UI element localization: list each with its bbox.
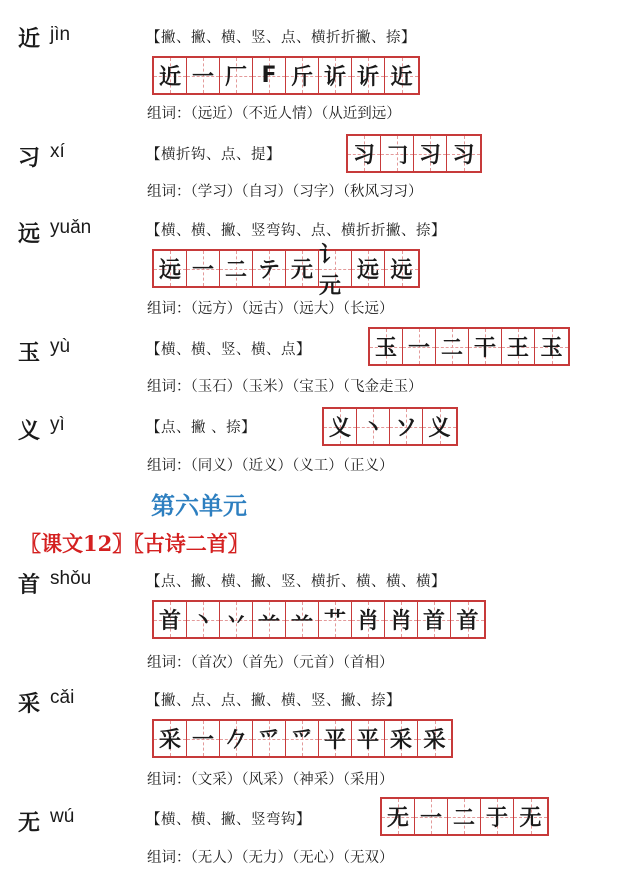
stroke-cell — [319, 602, 352, 637]
stroke-cell-glyph: 于 — [485, 806, 508, 831]
pinyin-jin: jìn — [50, 24, 71, 45]
stroke-cell-glyph: ソ — [394, 416, 417, 441]
stroke-cell — [381, 136, 414, 171]
stroke-cell — [324, 409, 357, 444]
stroke-cell — [352, 602, 385, 637]
stroke-cell-glyph: 玉 — [540, 336, 563, 361]
stroke-grid-wu — [380, 797, 549, 836]
stroke-cell-glyph: 二 — [452, 806, 475, 831]
stroke-grid-jin — [152, 56, 420, 95]
stroke-cell — [447, 136, 480, 171]
stroke-cell — [154, 602, 187, 637]
stroke-cell — [403, 329, 436, 364]
stroke-cell-glyph: F — [261, 63, 277, 88]
stroke-cell-glyph: 一 — [191, 728, 214, 753]
stroke-cell-glyph: 远 — [158, 258, 181, 283]
stroke-grid-yu — [368, 327, 570, 366]
stroke-cell — [253, 602, 286, 637]
stroke-cell-glyph: 二 — [224, 258, 247, 283]
stroke-cell-glyph: 义 — [328, 416, 351, 441]
stroke-cell-glyph: 采 — [158, 728, 181, 753]
char-wu: 无 — [18, 810, 41, 836]
char-xi: 习 — [18, 145, 41, 171]
words-wu: 组词：（无人）（无力）（无心）（无双） — [147, 850, 394, 866]
strokes-jin: 【撇、撇、横、竖、点、横折折撇、捺】 — [146, 30, 416, 46]
stroke-cell-glyph: 丶 — [191, 609, 214, 634]
stroke-cell — [286, 721, 319, 756]
pinyin-xi: xí — [50, 141, 65, 162]
stroke-cell — [253, 58, 286, 93]
stroke-cell — [319, 58, 352, 93]
char-yuan: 远 — [18, 221, 41, 247]
pinyin-cai: cǎi — [50, 687, 75, 708]
stroke-grid-xi — [346, 134, 482, 173]
stroke-cell-glyph: 义 — [428, 416, 451, 441]
stroke-cell — [220, 602, 253, 637]
stroke-cell — [352, 58, 385, 93]
stroke-cell-glyph: 采 — [423, 728, 446, 753]
stroke-cell — [220, 251, 253, 286]
strokes-cai: 【撇、点、点、撇、横、竖、撇、捺】 — [146, 693, 401, 709]
stroke-cell-glyph: 采 — [389, 728, 412, 753]
stroke-cell-glyph: テ — [257, 258, 280, 283]
stroke-cell-glyph: 无 — [519, 806, 542, 831]
stroke-cell-glyph: 䜣 — [323, 65, 346, 90]
stroke-cell — [154, 58, 187, 93]
pinyin-yi: yì — [50, 414, 65, 435]
stroke-cell — [286, 58, 319, 93]
stroke-grid-cai — [152, 719, 453, 758]
stroke-cell-glyph: 爫 — [290, 728, 313, 753]
stroke-cell — [319, 242, 352, 299]
words-cai: 组词：（文采）（风采）（神采）（采用） — [147, 772, 394, 788]
stroke-cell — [385, 58, 418, 93]
stroke-cell-glyph: 𠃌 — [385, 143, 408, 168]
stroke-cell — [385, 721, 418, 756]
stroke-cell-glyph: 首 — [158, 609, 181, 634]
words-yuan: 组词：（远方）（远古）（远大）（长远） — [147, 301, 394, 317]
stroke-cell — [154, 721, 187, 756]
stroke-cell-glyph: 平 — [356, 728, 379, 753]
stroke-cell-glyph: 首 — [422, 609, 445, 634]
strokes-wu: 【横、横、撇、竖弯钩】 — [146, 812, 311, 828]
stroke-cell-glyph: 䜣 — [356, 65, 379, 90]
strokes-yi: 【点、撇 、捺】 — [146, 420, 257, 436]
stroke-cell — [385, 251, 418, 286]
words-shou: 组词：（首次）（首先）（元首）（首相） — [147, 655, 394, 671]
pinyin-yuan: yuǎn — [50, 217, 92, 238]
stroke-cell-glyph: 干 — [473, 336, 496, 361]
stroke-cell — [154, 251, 187, 286]
stroke-cell — [187, 251, 220, 286]
stroke-cell-glyph: 习 — [418, 143, 441, 168]
stroke-cell-glyph: 斤 — [290, 65, 313, 90]
stroke-cell-glyph: 一 — [191, 258, 214, 283]
stroke-cell — [418, 721, 451, 756]
stroke-cell — [253, 721, 286, 756]
stroke-cell-glyph: 肖 — [389, 609, 412, 634]
stroke-cell-glyph: 讠元 — [319, 242, 342, 299]
stroke-cell — [502, 329, 535, 364]
stroke-cell-glyph: 王 — [506, 336, 529, 361]
strokes-shou: 【点、撇、横、撇、竖、横折、横、横、横】 — [146, 574, 446, 590]
words-jin: 组词：（远近）（不近人情）（从近到远） — [147, 106, 401, 122]
stroke-cell — [382, 799, 415, 834]
stroke-cell-glyph: 二 — [440, 336, 463, 361]
stroke-cell — [385, 602, 418, 637]
stroke-cell — [319, 721, 352, 756]
stroke-grid-yi — [322, 407, 458, 446]
stroke-cell-glyph: 远 — [390, 258, 413, 283]
stroke-cell-glyph: 肖 — [356, 609, 379, 634]
words-xi: 组词：（学习）（自习）（习字）（秋风习习） — [147, 184, 423, 200]
strokes-yu: 【横、横、竖、横、点】 — [146, 342, 311, 358]
stroke-cell — [253, 251, 286, 286]
stroke-cell-glyph: 一 — [191, 65, 214, 90]
stroke-cell-glyph: 一 — [407, 336, 430, 361]
stroke-cell-glyph: 玉 — [374, 336, 397, 361]
stroke-cell — [535, 329, 568, 364]
stroke-cell-glyph: 平 — [323, 728, 346, 753]
stroke-cell — [348, 136, 381, 171]
stroke-cell-glyph: 远 — [356, 258, 379, 283]
words-yu: 组词：（玉石）（玉米）（宝玉）（飞金走玉） — [147, 379, 423, 395]
stroke-cell — [286, 251, 319, 286]
char-cai: 采 — [18, 691, 41, 717]
stroke-cell-glyph: 无 — [386, 806, 409, 831]
stroke-cell — [370, 329, 403, 364]
stroke-cell-glyph: 䒑 — [257, 609, 280, 634]
char-jin: 近 — [18, 26, 41, 52]
stroke-cell — [448, 799, 481, 834]
stroke-cell-glyph: 丷 — [224, 609, 247, 634]
stroke-cell-glyph: 厂 — [224, 65, 247, 90]
unit-title: 第六单元 — [151, 491, 247, 520]
stroke-cell — [514, 799, 547, 834]
stroke-cell-glyph: 𠂊 — [224, 728, 247, 753]
stroke-cell-glyph: 元 — [290, 258, 313, 283]
stroke-cell-glyph: 习 — [452, 143, 475, 168]
pinyin-shou: shǒu — [50, 568, 92, 589]
stroke-cell — [414, 136, 447, 171]
stroke-cell — [451, 602, 484, 637]
stroke-cell — [469, 329, 502, 364]
stroke-cell — [220, 721, 253, 756]
words-yi: 组词：（同义）（近义）（义工）（正义） — [147, 458, 394, 474]
stroke-grid-yuan — [152, 242, 420, 299]
stroke-grid-shou — [152, 600, 486, 639]
stroke-cell-glyph: 近 — [158, 65, 181, 90]
strokes-xi: 【横折钩、点、提】 — [146, 147, 281, 163]
stroke-cell — [187, 602, 220, 637]
stroke-cell — [187, 721, 220, 756]
stroke-cell — [286, 602, 319, 637]
pinyin-wu: wú — [50, 806, 75, 827]
stroke-cell-glyph: 近 — [390, 65, 413, 90]
stroke-cell — [390, 409, 423, 444]
stroke-cell-glyph: 首 — [456, 609, 479, 634]
stroke-cell-glyph: 丶 — [361, 416, 384, 441]
stroke-cell-glyph: 一 — [419, 806, 442, 831]
char-yu: 玉 — [18, 340, 41, 366]
stroke-cell — [436, 329, 469, 364]
stroke-cell-glyph: 习 — [352, 143, 375, 168]
stroke-cell — [415, 799, 448, 834]
char-shou: 首 — [18, 572, 41, 598]
char-yi: 义 — [18, 418, 41, 444]
stroke-cell — [481, 799, 514, 834]
stroke-cell-glyph: 艹 — [323, 609, 346, 634]
stroke-cell — [187, 58, 220, 93]
stroke-cell — [352, 721, 385, 756]
stroke-cell — [357, 409, 390, 444]
lesson-header: 〖课文12〗〖古诗二首〗 — [20, 531, 249, 556]
strokes-yuan: 【横、横、撇、竖弯钩、点、横折折撇、捺】 — [146, 223, 446, 239]
stroke-cell-glyph: 爫 — [257, 728, 280, 753]
stroke-cell — [423, 409, 456, 444]
stroke-cell — [220, 58, 253, 93]
stroke-cell — [352, 251, 385, 286]
pinyin-yu: yù — [50, 336, 71, 357]
stroke-cell-glyph: 䒑 — [290, 609, 313, 634]
stroke-cell — [418, 602, 451, 637]
